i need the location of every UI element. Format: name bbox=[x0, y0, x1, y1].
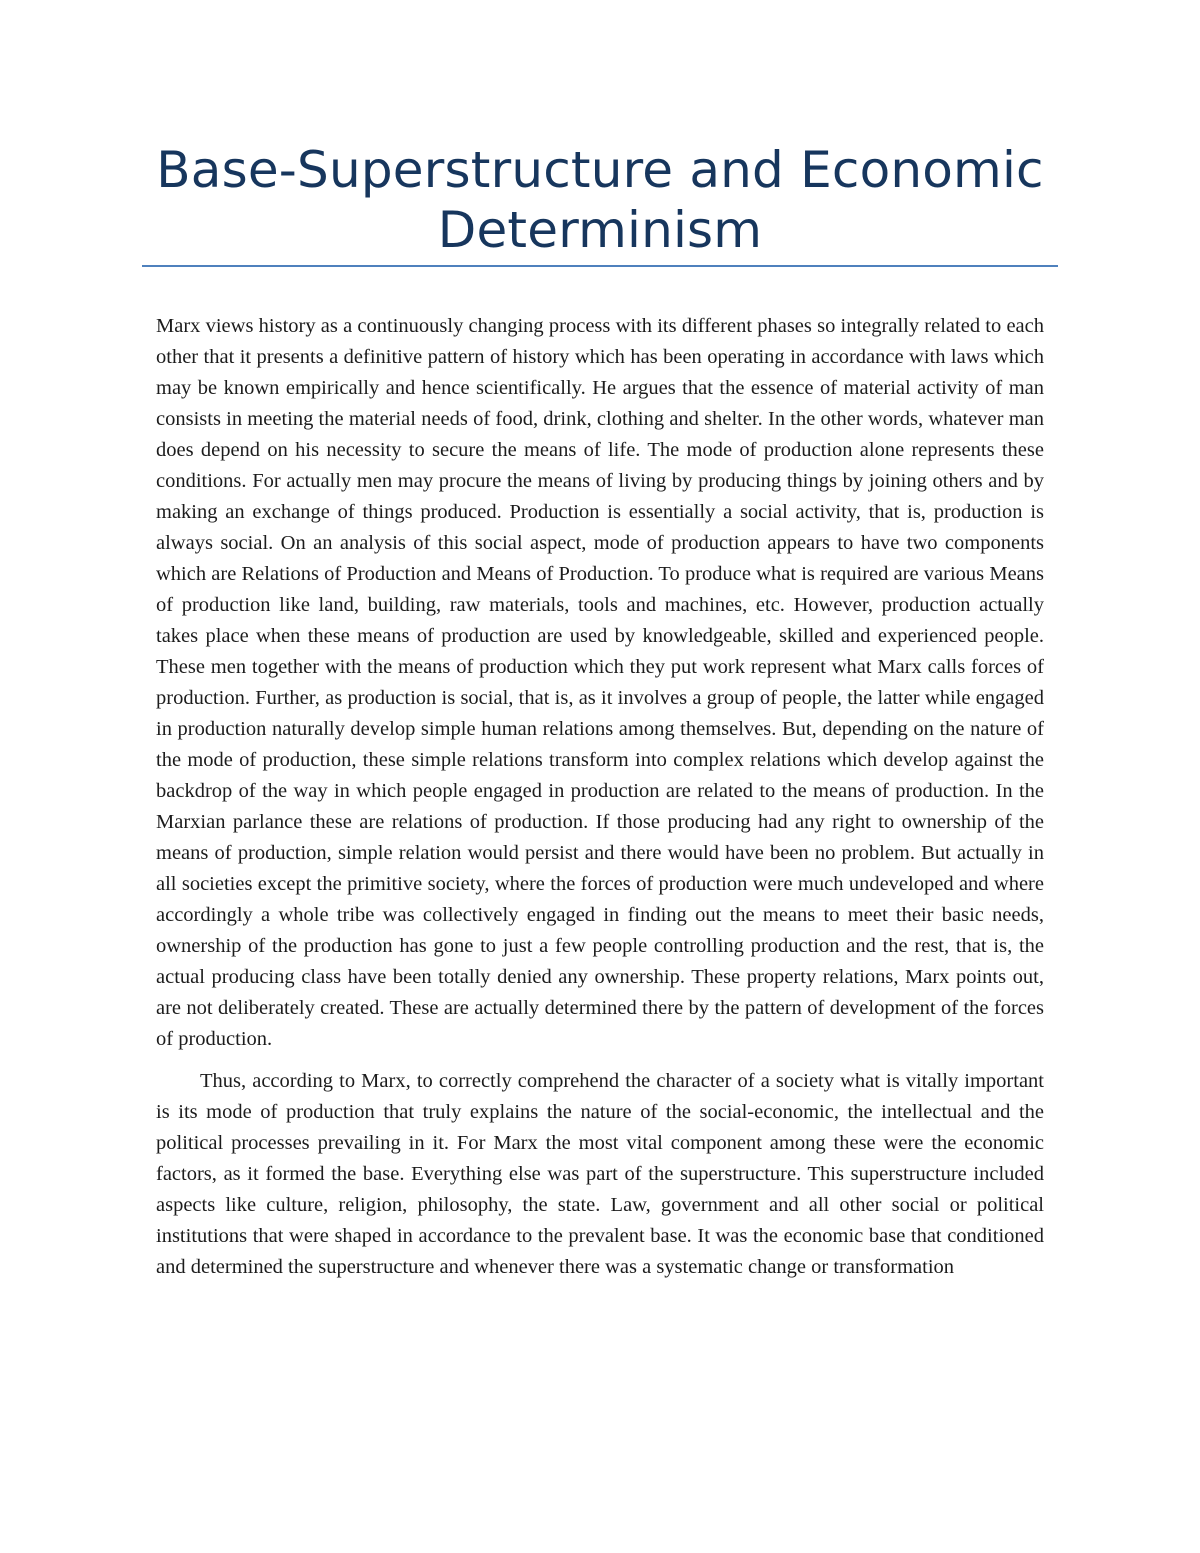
document-title: Base-Superstructure and Economic Determinism bbox=[156, 141, 1044, 259]
paragraph-2: Thus, according to Marx, to correctly comprehend the character of a society what is vitally important is its mode of production that truly explains the nature of the social-economic, the intellectual and the political processes prevailing in it. For Marx the most vital component among these were the economic factors, as it formed the base. Everything else was part of the superstructure. This superstructure included aspects like culture, religion, philosophy, the state. Law, government and all other social or political institutions that were shaped in accordance to the prevalent base. It was the economic base that conditioned and determined the superstructure and whenever there was a systematic change or transformation bbox=[156, 1070, 1044, 1278]
title-underline-rule bbox=[142, 265, 1058, 267]
paragraph-1: Marx views history as a continuously changing process with its different phases so integrally related to each other that it presents a definitive pattern of history which has been operating in accordance with laws which may be known empirically and hence scientifically. He argues that the essence of material activity of man consists in meeting the material needs of food, drink, clothing and shelter. In the other words, whatever man does depend on his necessity to secure the means of life. The mode of production alone represents these conditions. For actually men may procure the means of living by producing things by joining others and by making an exchange of things produced. Production is essentially a social activity, that is, production is always social. On an analysis of this social aspect, mode of production appears to have two components which are Relations of Production and Means of Production. To produce what is required are various Means of production like land, building, raw materials, tools and machines, etc. However, production actually takes place when these means of production are used by knowledgeable, skilled and experienced people. These men together with the means of production which they put work represent what Marx calls forces of production. Further, as production is social, that is, as it involves a group of people, the latter while engaged in production naturally develop simple human relations among themselves. But, depending on the nature of the mode of production, these simple relations transform into complex relations which develop against the backdrop of the way in which people engaged in production are related to the means of production. In the Marxian parlance these are relations of production. If those producing had any right to ownership of the means of production, simple relation would persist and there would have been no problem. But actually in all societies except the primitive society, where the forces of production were much undeveloped and where accordingly a whole tribe was collectively engaged in finding out the means to meet their basic needs, ownership of the production has gone to just a few people controlling production and the rest, that is, the actual producing class have been totally denied any ownership. These property relations, Marx points out, are not deliberately created. These are actually determined there by the pattern of development of the forces of production. bbox=[156, 315, 1044, 1050]
document-body bbox=[156, 311, 1044, 1283]
